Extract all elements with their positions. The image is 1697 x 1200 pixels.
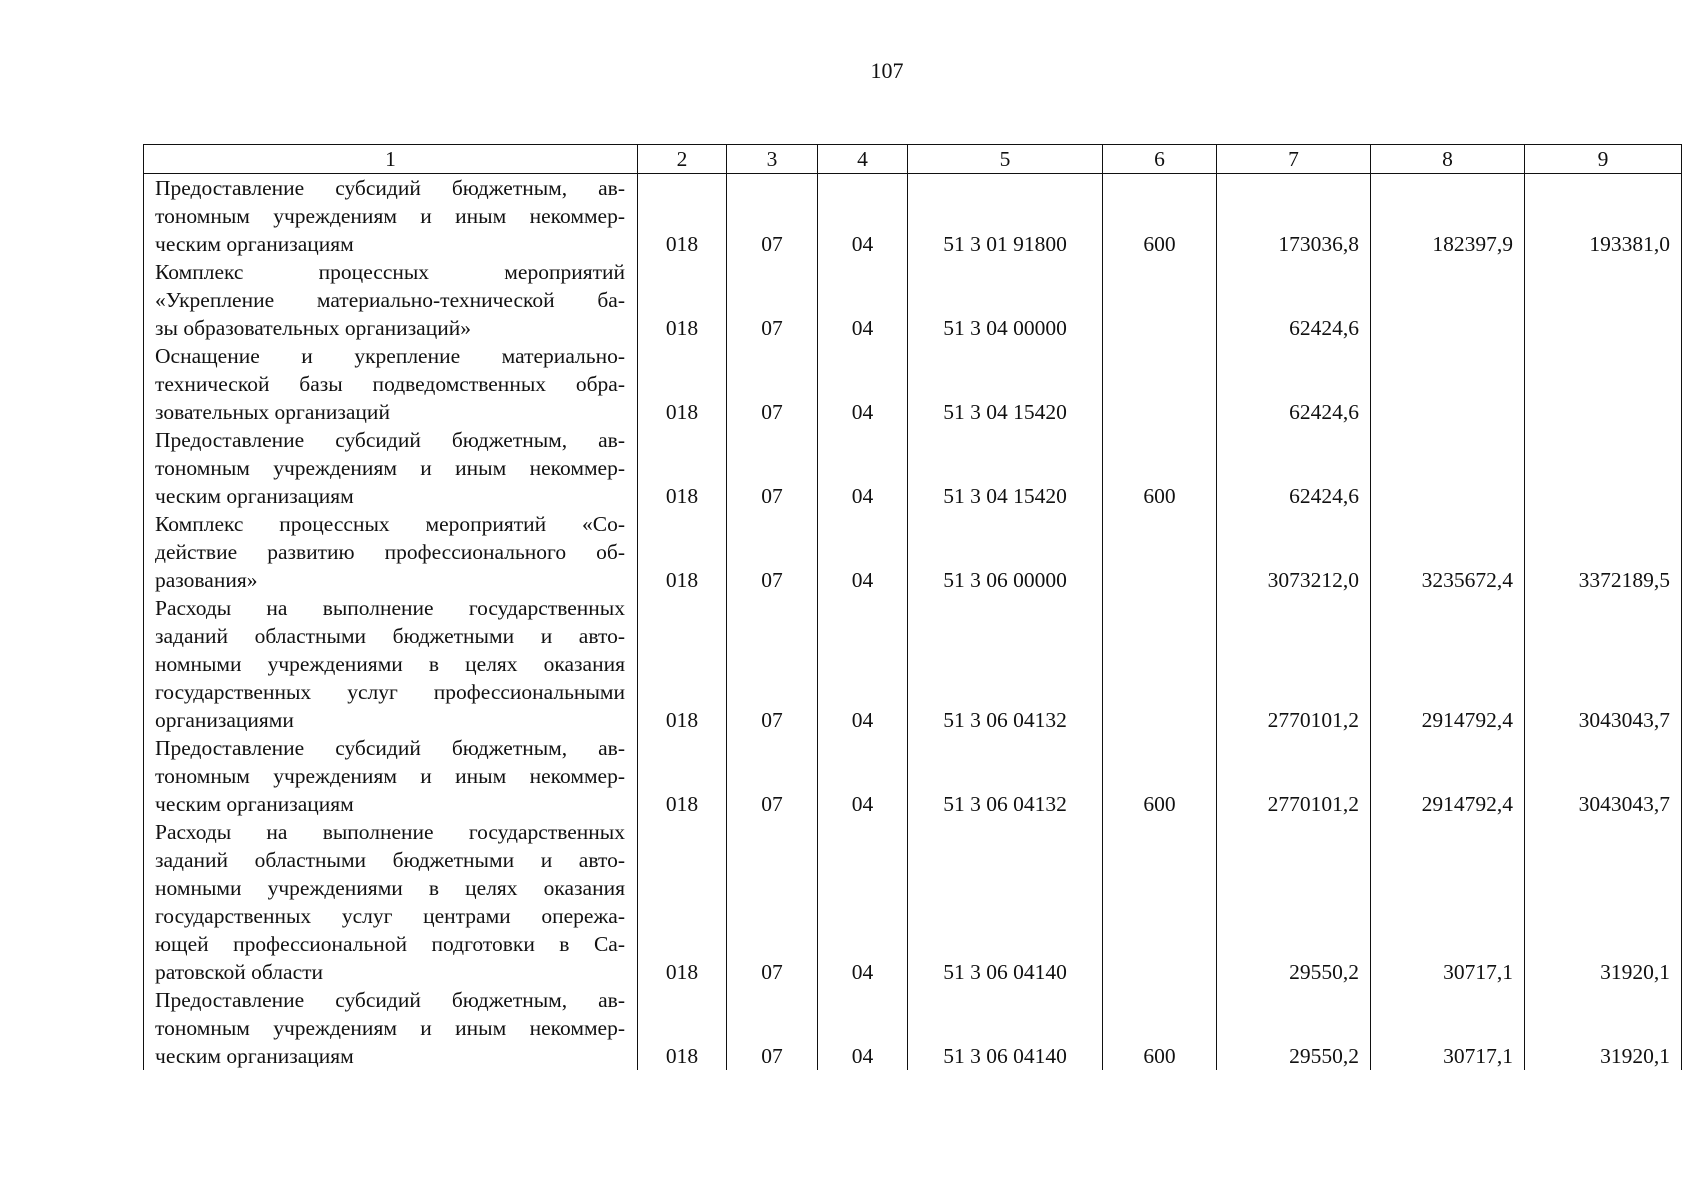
row-description [144,258,638,342]
amount-year-1: 2770101,2 [1217,594,1371,734]
subsection-code: 04 [818,734,908,818]
description-line: ческим организациям [155,484,354,508]
row-description [144,594,638,734]
description-line: номными учреждениями в целях оказания [155,652,625,676]
table-header-row [144,145,1682,174]
description-line: Комплекс процессных мероприятий [155,260,625,284]
target-article-code: 51 3 04 00000 [908,258,1103,342]
section-code: 07 [727,258,818,342]
amount-year-1: 3073212,0 [1217,510,1371,594]
ministry-code: 018 [638,258,727,342]
amount-year-2 [1371,426,1525,510]
subsection-code: 04 [818,594,908,734]
amount-year-2: 2914792,4 [1371,594,1525,734]
expense-type-code: 600 [1103,734,1217,818]
amount-year-3 [1525,342,1682,426]
column-header: 2 [638,145,727,174]
table-row [144,734,1682,818]
description-line: тономным учреждениям и иным некоммер- [155,204,625,228]
table-row [144,258,1682,342]
target-article-code: 51 3 01 91800 [908,174,1103,259]
amount-year-1: 62424,6 [1217,258,1371,342]
column-header: 6 [1103,145,1217,174]
description-line: государственных услуг профессиональными [155,680,625,704]
description-line: тономным учреждениям и иным некоммер- [155,764,625,788]
column-header: 8 [1371,145,1525,174]
amount-year-1: 29550,2 [1217,818,1371,986]
row-description [144,818,638,986]
amount-year-2: 2914792,4 [1371,734,1525,818]
ministry-code: 018 [638,426,727,510]
column-header: 5 [908,145,1103,174]
description-line: заданий областными бюджетными и авто- [155,624,625,648]
ministry-code: 018 [638,174,727,259]
subsection-code: 04 [818,342,908,426]
amount-year-3: 3043043,7 [1525,594,1682,734]
description-line: заданий областными бюджетными и авто- [155,848,625,872]
row-description [144,986,638,1070]
amount-year-1: 2770101,2 [1217,734,1371,818]
target-article-code: 51 3 06 04140 [908,986,1103,1070]
amount-year-3: 31920,1 [1525,986,1682,1070]
description-line: Комплекс процессных мероприятий «Со- [155,512,625,536]
amount-year-2: 182397,9 [1371,174,1525,259]
table-row [144,986,1682,1070]
column-header: 3 [727,145,818,174]
subsection-code: 04 [818,174,908,259]
ministry-code: 018 [638,734,727,818]
description-line: ческим организациям [155,1044,354,1068]
description-line: Оснащение и укрепление материально- [155,344,625,368]
section-code: 07 [727,426,818,510]
description-line: ратовской области [155,960,324,984]
row-description [144,510,638,594]
row-description [144,174,638,259]
description-line: Расходы на выполнение государственных [155,596,625,620]
expense-type-code [1103,510,1217,594]
target-article-code: 51 3 04 15420 [908,426,1103,510]
expense-type-code: 600 [1103,174,1217,259]
section-code: 07 [727,174,818,259]
column-header: 9 [1525,145,1682,174]
ministry-code: 018 [638,342,727,426]
amount-year-2: 30717,1 [1371,986,1525,1070]
section-code: 07 [727,734,818,818]
target-article-code: 51 3 06 00000 [908,510,1103,594]
expense-type-code [1103,342,1217,426]
ministry-code: 018 [638,818,727,986]
description-line: ческим организациям [155,792,354,816]
amount-year-3: 193381,0 [1525,174,1682,259]
target-article-code: 51 3 06 04132 [908,734,1103,818]
ministry-code: 018 [638,986,727,1070]
target-article-code: 51 3 06 04132 [908,594,1103,734]
expense-type-code [1103,258,1217,342]
amount-year-3 [1525,258,1682,342]
amount-year-1: 62424,6 [1217,342,1371,426]
amount-year-3: 31920,1 [1525,818,1682,986]
subsection-code: 04 [818,426,908,510]
description-line: разования» [155,568,258,592]
amount-year-2: 30717,1 [1371,818,1525,986]
budget-table [143,144,1682,1070]
table-row [144,510,1682,594]
table-row [144,426,1682,510]
description-line: тономным учреждениям и иным некоммер- [155,456,625,480]
ministry-code: 018 [638,510,727,594]
target-article-code: 51 3 06 04140 [908,818,1103,986]
description-line: тономным учреждениям и иным некоммер- [155,1016,625,1040]
amount-year-1: 62424,6 [1217,426,1371,510]
description-line: ческим организациям [155,232,354,256]
description-line: организациями [155,708,294,732]
amount-year-1: 29550,2 [1217,986,1371,1070]
amount-year-3: 3372189,5 [1525,510,1682,594]
row-description [144,426,638,510]
expense-type-code: 600 [1103,986,1217,1070]
subsection-code: 04 [818,258,908,342]
description-line: «Укрепление материально-технической ба- [155,288,625,312]
amount-year-2 [1371,258,1525,342]
expense-type-code [1103,594,1217,734]
amount-year-2 [1371,342,1525,426]
expense-type-code: 600 [1103,426,1217,510]
table-row [144,594,1682,734]
amount-year-3 [1525,426,1682,510]
description-line: действие развитию профессионального об- [155,540,625,564]
table-row [144,342,1682,426]
column-header: 4 [818,145,908,174]
section-code: 07 [727,818,818,986]
section-code: 07 [727,594,818,734]
column-header: 1 [144,145,638,174]
table-row [144,174,1682,259]
page-number: 107 [870,58,904,83]
description-line: Предоставление субсидий бюджетным, ав- [155,176,625,200]
row-description [144,342,638,426]
amount-year-2: 3235672,4 [1371,510,1525,594]
description-line: Расходы на выполнение государственных [155,820,625,844]
description-line: зы образовательных организаций» [155,316,471,340]
description-line: зовательных организаций [155,400,390,424]
description-line: ющей профессиональной подготовки в Са- [155,932,625,956]
section-code: 07 [727,986,818,1070]
subsection-code: 04 [818,986,908,1070]
description-line: технической базы подведомственных обра- [155,372,625,396]
amount-year-1: 173036,8 [1217,174,1371,259]
subsection-code: 04 [818,818,908,986]
row-description [144,734,638,818]
description-line: номными учреждениями в целях оказания [155,876,625,900]
ministry-code: 018 [638,594,727,734]
description-line: государственных услуг центрами опережа- [155,904,625,928]
description-line: Предоставление субсидий бюджетным, ав- [155,428,625,452]
expense-type-code [1103,818,1217,986]
table-row [144,818,1682,986]
section-code: 07 [727,510,818,594]
table-body [144,174,1682,1071]
section-code: 07 [727,342,818,426]
column-header: 7 [1217,145,1371,174]
target-article-code: 51 3 04 15420 [908,342,1103,426]
amount-year-3: 3043043,7 [1525,734,1682,818]
subsection-code: 04 [818,510,908,594]
description-line: Предоставление субсидий бюджетным, ав- [155,988,625,1012]
description-line: Предоставление субсидий бюджетным, ав- [155,736,625,760]
